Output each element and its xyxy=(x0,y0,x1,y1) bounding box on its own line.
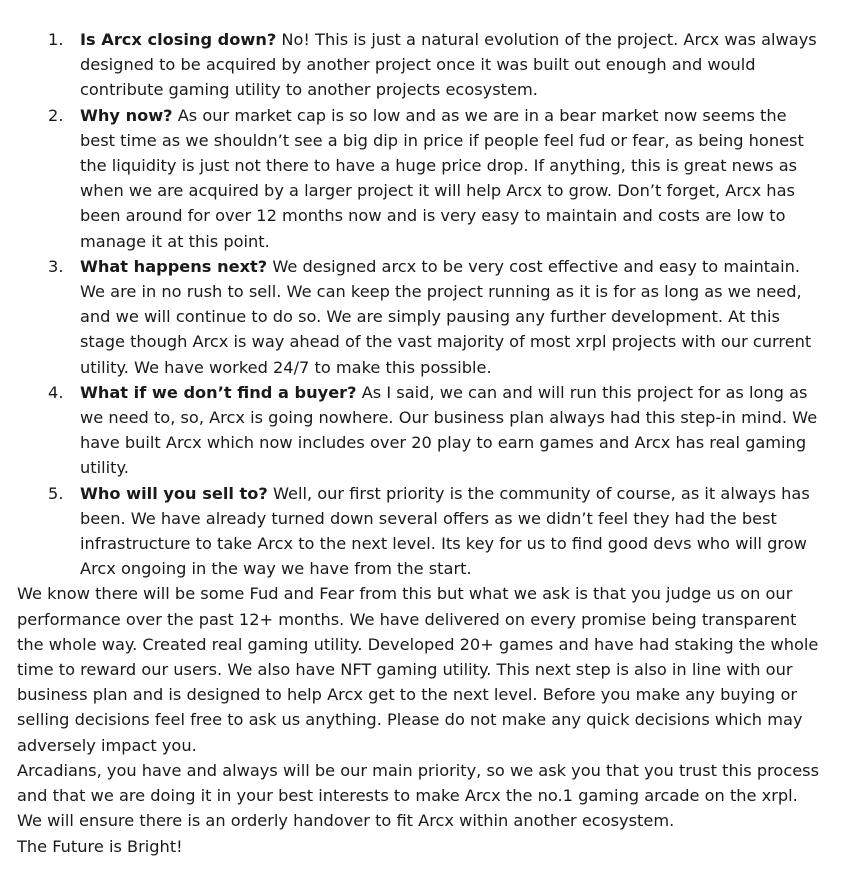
faq-answer: No! This is just a natural evolution of the project. Arcx was always designed to be acquired by another project once it was built out enough and would contribute gaming utility to another projects ecosystem. xyxy=(80,30,817,100)
faq-item xyxy=(80,481,820,582)
faq-item xyxy=(80,380,820,481)
faq-question: What happens next? xyxy=(80,256,268,276)
faq-question: Who will you sell to? xyxy=(80,483,268,503)
faq-answer: Well, our first priority is the community of course, as it always has been. We have already turned down several offers as we didn’t feel they had the best infrastructure to take Arcx to the next level. Its key for us to find good devs who will grow Arcx ongoing in the way we have from the start. xyxy=(80,483,810,579)
faq-list xyxy=(17,27,820,581)
faq-answer: As I said, we can and will run this project for as long as we need to, so, Arcx is going nowhere. Our business plan always had this step-in mind. We have built Arcx which now includes over 20 play to earn games and Arcx has real gaming utility. xyxy=(80,382,818,478)
faq-item xyxy=(80,27,820,103)
faq-item xyxy=(80,103,820,254)
faq-question: What if we don’t find a buyer? xyxy=(80,382,357,402)
judge-paragraph: We know there will be some Fud and Fear from this but what we ask is that you judge us on our performance over the past 12+ months. We have delivered on every promise being transparent the whole way. Created real gaming utility. Developed 20+ games and have had staking the whole time to reward our users. We also have NFT gaming utility. This next step is also in line with our business plan and is designed to help Arcx get to the next level. Before you make any buying or selling decisions feel free to ask us anything. Please do not make any quick decisions which may adversely impact you. xyxy=(17,584,819,755)
faq-question: Is Arcx closing down? xyxy=(80,30,277,49)
faq-question: Why now? xyxy=(80,105,173,125)
faq-item xyxy=(80,254,820,380)
handover-paragraph: We will ensure there is an orderly handover to fit Arcx within another ecosystem. xyxy=(17,811,675,831)
arcadians-paragraph: Arcadians, you have and always will be our main priority, so we ask you that you trust this process and that we are doing it in your best interests to make Arcx the no.1 gaming arcade on the xrpl. xyxy=(17,760,820,806)
faq-answer: As our market cap is so low and as we are in a bear market now seems the best time as we shouldn’t see a big dip in price if people feel fud or fear, as being honest the liquidity is just not there to have a huge price drop. If anything, this is great news as when we are acquired by a larger project it will help Arcx to grow. Don’t forget, Arcx has been around for over 12 months now and is very easy to maintain and costs are low to manage it at this point. xyxy=(80,105,804,251)
faq-answer: We designed arcx to be very cost effective and easy to maintain. We are in no rush to sell. We can keep the project running as it is for as long as we need, and we will continue to do so. We are simply pausing any further development. At this stage though Arcx is way ahead of the vast majority of most xrpl projects with our current utility. We have worked 24/7 to make this possible. xyxy=(80,256,812,377)
closing-line: The Future is Bright! xyxy=(17,836,183,856)
